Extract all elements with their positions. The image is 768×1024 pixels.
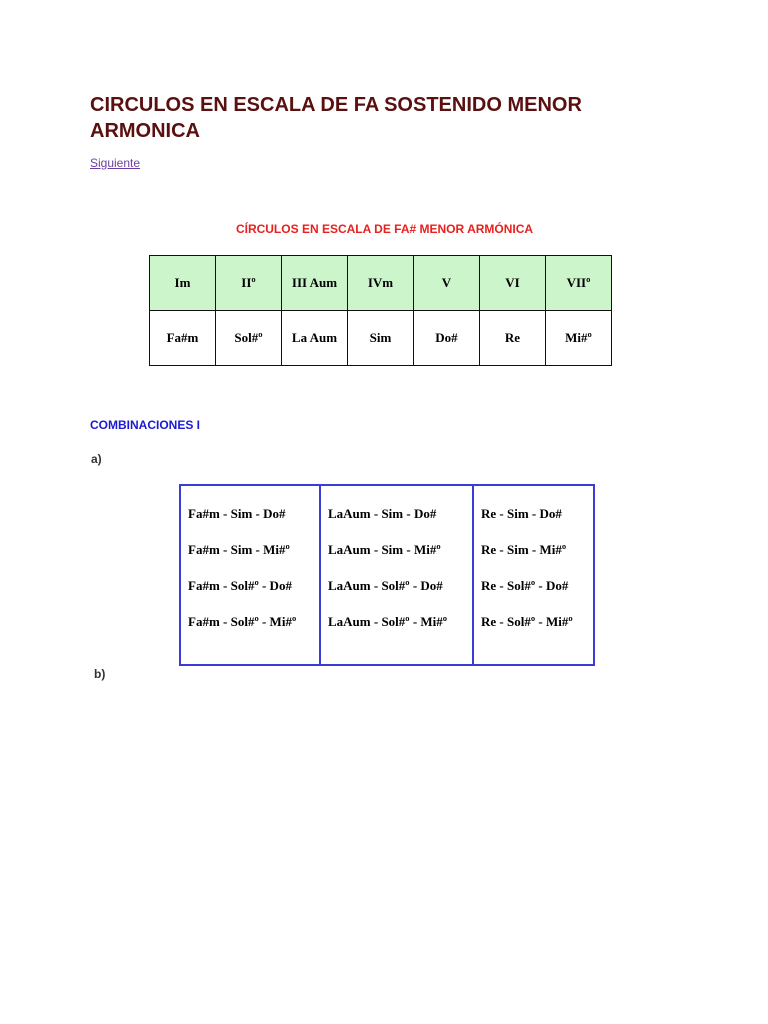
combination-item: Fa#m - Sol#º - Mi#º bbox=[188, 614, 297, 629]
section-a-label: a) bbox=[91, 452, 102, 466]
degrees-table-caption: CÍRCULOS EN ESCALA DE FA# MENOR ARMÓNICA bbox=[235, 222, 534, 236]
degrees-table bbox=[149, 255, 612, 366]
degree-cell: V bbox=[414, 256, 480, 311]
combinations-column bbox=[320, 485, 473, 665]
combinations-column bbox=[473, 485, 594, 665]
chord-cell: Do# bbox=[414, 311, 480, 366]
chords-row bbox=[150, 311, 612, 366]
degree-cell: VIIº bbox=[546, 256, 612, 311]
combination-item: Re - Sim - Mi#º bbox=[481, 542, 567, 557]
combination-item: Re - Sol#º - Do# bbox=[481, 578, 569, 593]
degrees-header-row bbox=[150, 256, 612, 311]
combinations-column bbox=[180, 485, 320, 665]
combination-item: LaAum - Sol#º - Mi#º bbox=[328, 614, 448, 629]
degree-cell: IVm bbox=[348, 256, 414, 311]
degree-cell: VI bbox=[480, 256, 546, 311]
combinations-row bbox=[180, 485, 594, 665]
degree-cell: III Aum bbox=[282, 256, 348, 311]
chord-cell: Re bbox=[480, 311, 546, 366]
combination-item: Re - Sim - Do# bbox=[481, 506, 562, 521]
section-b-label: b) bbox=[94, 667, 106, 681]
chord-cell: Fa#m bbox=[150, 311, 216, 366]
chord-cell: Mi#º bbox=[546, 311, 612, 366]
combination-item: Fa#m - Sol#º - Do# bbox=[188, 578, 292, 593]
degree-cell: IIº bbox=[216, 256, 282, 311]
degree-cell: Im bbox=[150, 256, 216, 311]
chord-cell: Sim bbox=[348, 311, 414, 366]
combination-item: LaAum - Sol#º - Do# bbox=[328, 578, 443, 593]
combination-item: Fa#m - Sim - Do# bbox=[188, 506, 286, 521]
combination-item: LaAum - Sim - Mi#º bbox=[328, 542, 441, 557]
combinations-table bbox=[179, 484, 595, 666]
next-link[interactable]: Siguiente bbox=[90, 156, 141, 170]
combination-item: LaAum - Sim - Do# bbox=[328, 506, 437, 521]
combination-item: Re - Sol#º - Mi#º bbox=[481, 614, 573, 629]
page-title: CIRCULOS EN ESCALA DE FA SOSTENIDO MENOR ARMONICA bbox=[90, 94, 582, 142]
chord-cell: La Aum bbox=[282, 311, 348, 366]
chord-cell: Sol#º bbox=[216, 311, 282, 366]
combination-item: Fa#m - Sim - Mi#º bbox=[188, 542, 290, 557]
combinations-heading: COMBINACIONES I bbox=[90, 418, 201, 432]
